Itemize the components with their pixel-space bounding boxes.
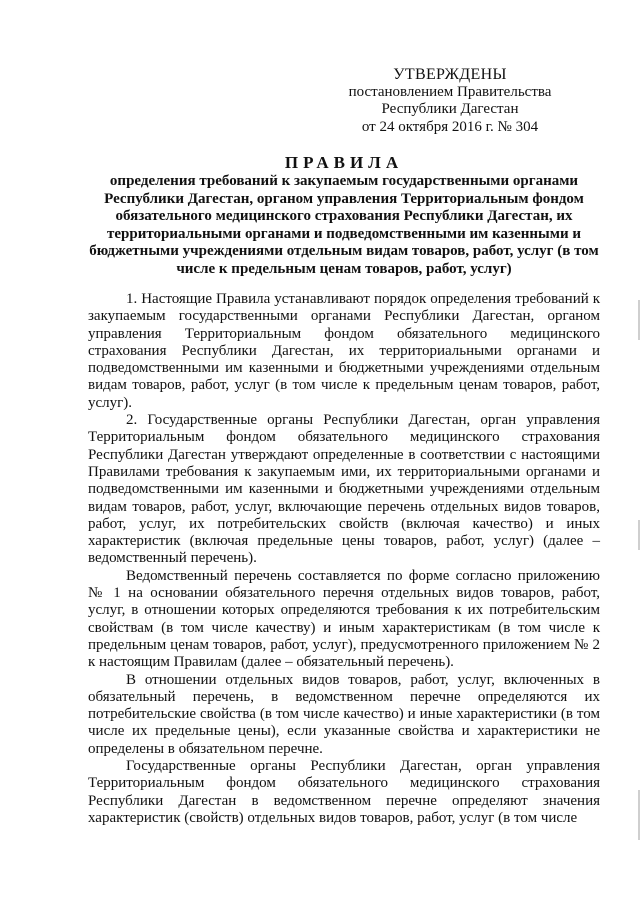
paragraph-1: 1. Настоящие Правила устанавливают порядок определения требований к закупаемым государственными органами Республики Дагестан, органом управления Территориальным фондом обязательного медицинского страхования Республики Дагестан, их территориальными органами и подведомственными им казенными и бюджетными учреждениями отдельным видам товаров, работ, услуг (в том числе к предельным ценам товаров, работ, услуг).	[88, 291, 600, 411]
paragraph-2: 2. Государственные органы Республики Дагестан, орган управления Территориальным фондом обязательного медицинского страхования Республики Дагестан утверждают определенные в соответствии с настоящими Правилами требования к закупаемым ими, их территориальными органами и подведомственными им казенными и бюджетными учреждениями отдельным видам товаров, работ, услуг, включающие перечень отдельных видов товаров, работ, услуг, их потребительских свойств (включая качество) и иных характеристик (включая предельные цены товаров, работ, услуг) (далее – ведомственный перечень).	[88, 412, 600, 567]
approval-heading: УТВЕРЖДЕНЫ	[393, 66, 507, 83]
document-subtitle: определения требований к закупаемым государственными органами Республики Дагестан, органом управления Территориальным фондом обязательного медицинского страхования Республики Дагестан, их территориальными органами и подведомственными им казенными и бюджетными учреждениями отдельным видам товаров, работ, услуг (в том числе к предельным ценам товаров, работ, услуг)	[89, 173, 599, 277]
approval-line-2: Республики Дагестан	[381, 101, 519, 117]
document-title: ПРАВИЛА	[284, 153, 404, 172]
document-body	[88, 291, 600, 827]
paragraph-4: В отношении отдельных видов товаров, работ, услуг, включенных в обязательный перечень, в ведомственном перечне определяются их потребительские свойства (в том числе качество) и иные характеристики (в том числе их предельные цены), если указанные свойства и характеристики не определены в обязательном перечне.	[88, 671, 600, 757]
approval-stamp	[330, 66, 570, 136]
paragraph-3: Ведомственный перечень составляется по форме согласно приложению № 1 на основании обязательного перечня отдельных видов товаров, работ, услуг, в отношении которых определяются требования к их потребительским свойствам (в том числе качеству) и иным характеристикам (в том числе к предельным ценам товаров, работ, услуг), предусмотренного приложением № 2 к настоящим Правилам (далее – обязательный перечень).	[88, 567, 600, 671]
paragraph-5: Государственные органы Республики Дагестан, орган управления Территориальным фондом обязательного медицинского страхования Республики Дагестан в ведомственном перечне определяют значения характеристик (свойств) отдельных видов товаров, работ, услуг (в том числе	[88, 758, 600, 826]
document-title-block	[88, 153, 600, 278]
approval-line-1: постановлением Правительства	[348, 83, 552, 100]
approval-line-3: от 24 октября 2016 г. № 304	[361, 118, 539, 135]
